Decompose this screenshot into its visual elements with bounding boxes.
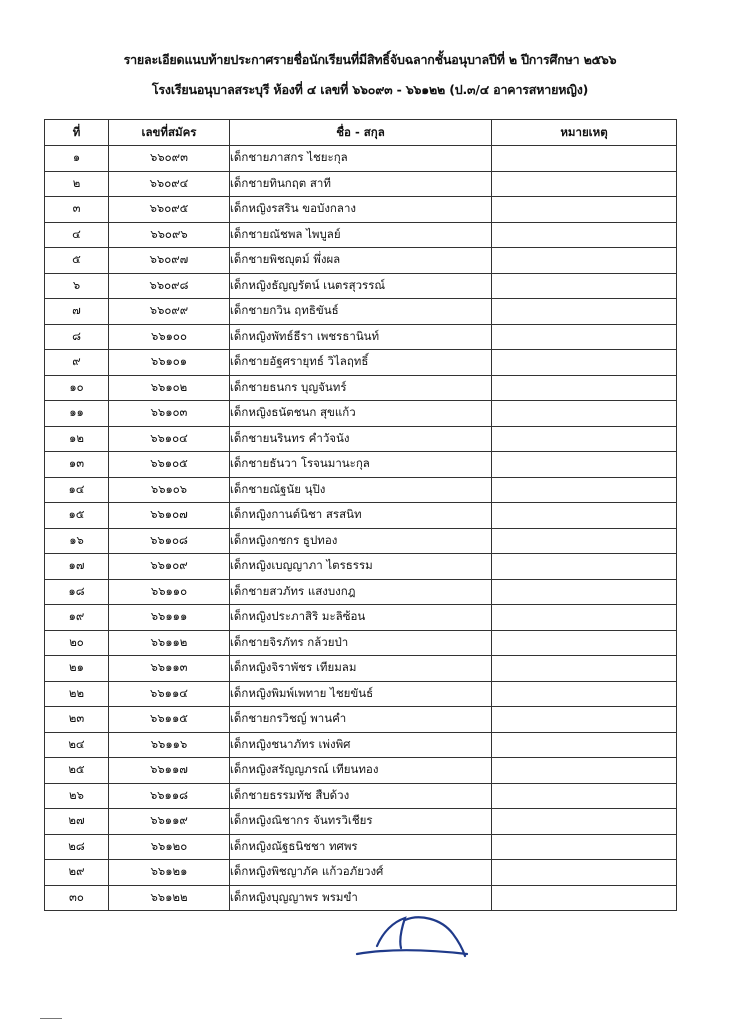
remarks-cell [492, 681, 677, 707]
application-number-cell: ๖๖๑๐๔ [109, 426, 230, 452]
application-number-cell: ๖๖๑๐๓ [109, 401, 230, 427]
application-number-cell: ๖๖๑๑๐ [109, 579, 230, 605]
student-name-cell: เด็กชายธันวา โรจนมานะกุล [230, 452, 492, 478]
row-number-cell: ๒๐ [45, 630, 109, 656]
row-number-cell: ๒๑ [45, 656, 109, 682]
row-number-cell: ๘ [45, 324, 109, 350]
table-row [45, 146, 677, 172]
student-name-cell: เด็กหญิงชนาภัทร เพ่งพิศ [230, 732, 492, 758]
table-row [45, 809, 677, 835]
remarks-cell [492, 860, 677, 886]
student-name-cell: เด็กชายนรินทร คำวัจนัง [230, 426, 492, 452]
table-row [45, 707, 677, 733]
student-name-cell: เด็กชายสวภัทร แสงบงกฎ [230, 579, 492, 605]
row-number-cell: ๑๗ [45, 554, 109, 580]
column-header-name: ชื่อ - สกุล [230, 120, 492, 146]
student-name-cell: เด็กหญิงพัทธ์ธีรา เพชรธานินท์ [230, 324, 492, 350]
remarks-cell [492, 248, 677, 274]
signature-mark [355, 908, 470, 960]
table-row [45, 528, 677, 554]
remarks-cell [492, 324, 677, 350]
table-row [45, 273, 677, 299]
remarks-cell [492, 350, 677, 376]
student-name-cell: เด็กหญิงธัญญรัตน์ เนตรสุวรรณ์ [230, 273, 492, 299]
row-number-cell: ๖ [45, 273, 109, 299]
application-number-cell: ๖๖๑๒๒ [109, 885, 230, 911]
table-row [45, 452, 677, 478]
application-number-cell: ๖๖๑๐๗ [109, 503, 230, 529]
table-row [45, 503, 677, 529]
remarks-cell [492, 758, 677, 784]
row-number-cell: ๑๒ [45, 426, 109, 452]
document-title: รายละเอียดแนบท้ายประกาศรายชื่อนักเรียนที่มีสิทธิ์จับฉลากชั้นอนุบาลปีที่ ๒ ปีการศึกษา ๒๕๖๖ [123, 52, 617, 67]
application-number-cell: ๖๖๐๙๕ [109, 197, 230, 223]
row-number-cell: ๑๔ [45, 477, 109, 503]
remarks-cell [492, 401, 677, 427]
row-number-cell: ๑๙ [45, 605, 109, 631]
row-number-cell: ๒๒ [45, 681, 109, 707]
application-number-cell: ๖๖๐๙๙ [109, 299, 230, 325]
application-number-cell: ๖๖๑๐๙ [109, 554, 230, 580]
application-number-cell: ๖๖๐๙๘ [109, 273, 230, 299]
student-name-cell: เด็กชายณัฐนัย นุปิง [230, 477, 492, 503]
remarks-cell [492, 528, 677, 554]
column-header-number: ที่ [45, 120, 109, 146]
student-name-cell: เด็กชายอัฐศรายุทธ์ วิไลฤทธิ์ [230, 350, 492, 376]
table-row [45, 605, 677, 631]
table-row [45, 299, 677, 325]
application-number-cell: ๖๖๑๑๕ [109, 707, 230, 733]
remarks-cell [492, 171, 677, 197]
column-header-application-no: เลขที่สมัคร [109, 120, 230, 146]
column-header-remarks: หมายเหตุ [492, 120, 677, 146]
remarks-cell [492, 222, 677, 248]
remarks-cell [492, 146, 677, 172]
table-row [45, 248, 677, 274]
row-number-cell: ๓ [45, 197, 109, 223]
remarks-cell [492, 809, 677, 835]
table-row [45, 579, 677, 605]
remarks-cell [492, 885, 677, 911]
application-number-cell: ๖๖๐๙๓ [109, 146, 230, 172]
table-row [45, 350, 677, 376]
student-name-cell: เด็กหญิงธนัตชนก สุขแก้ว [230, 401, 492, 427]
row-number-cell: ๑๘ [45, 579, 109, 605]
application-number-cell: ๖๖๐๙๔ [109, 171, 230, 197]
table-row [45, 681, 677, 707]
table-row [45, 656, 677, 682]
student-name-cell: เด็กหญิงพิชญาภัค แก้วอภัยวงศ์ [230, 860, 492, 886]
table-row [45, 860, 677, 886]
remarks-cell [492, 554, 677, 580]
application-number-cell: ๖๖๑๑๙ [109, 809, 230, 835]
student-name-cell: เด็กหญิงกชกร ธูปทอง [230, 528, 492, 554]
row-number-cell: ๑๓ [45, 452, 109, 478]
row-number-cell: ๒๖ [45, 783, 109, 809]
application-number-cell: ๖๖๑๑๑ [109, 605, 230, 631]
row-number-cell: ๗ [45, 299, 109, 325]
student-name-cell: เด็กหญิงรสริน ขอบังกลาง [230, 197, 492, 223]
row-number-cell: ๑ [45, 146, 109, 172]
application-number-cell: ๖๖๐๙๖ [109, 222, 230, 248]
table-row [45, 401, 677, 427]
application-number-cell: ๖๖๑๑๘ [109, 783, 230, 809]
row-number-cell: ๑๐ [45, 375, 109, 401]
student-name-cell: เด็กชายธนกร บุญจันทร์ [230, 375, 492, 401]
application-number-cell: ๖๖๑๐๑ [109, 350, 230, 376]
application-number-cell: ๖๖๑๑๒ [109, 630, 230, 656]
remarks-cell [492, 707, 677, 733]
table-row [45, 758, 677, 784]
remarks-cell [492, 273, 677, 299]
remarks-cell [492, 783, 677, 809]
student-name-cell: เด็กหญิงเบญญาภา ไตรธรรม [230, 554, 492, 580]
row-number-cell: ๒๓ [45, 707, 109, 733]
student-name-cell: เด็กชายพิชญุตม์ พึ่งผล [230, 248, 492, 274]
table-row [45, 171, 677, 197]
application-number-cell: ๖๖๑๐๐ [109, 324, 230, 350]
table-row [45, 834, 677, 860]
row-number-cell: ๒๔ [45, 732, 109, 758]
application-number-cell: ๖๖๑๐๖ [109, 477, 230, 503]
student-name-cell: เด็กชายธรรมทัช สืบด้วง [230, 783, 492, 809]
student-name-cell: เด็กชายกวิน ฤทธิขันธ์ [230, 299, 492, 325]
row-number-cell: ๑๑ [45, 401, 109, 427]
student-name-cell: เด็กชายกรวิชญ์ พานคำ [230, 707, 492, 733]
table-row [45, 630, 677, 656]
application-number-cell: ๖๖๑๑๓ [109, 656, 230, 682]
row-number-cell: ๒๙ [45, 860, 109, 886]
application-number-cell: ๖๖๑๑๖ [109, 732, 230, 758]
application-number-cell: ๖๖๑๒๐ [109, 834, 230, 860]
row-number-cell: ๕ [45, 248, 109, 274]
student-name-cell: เด็กหญิงณัฐธนิชชา ทศพร [230, 834, 492, 860]
table-row [45, 477, 677, 503]
page-mark [40, 1018, 62, 1019]
application-number-cell: ๖๖๑๐๘ [109, 528, 230, 554]
table-row [45, 783, 677, 809]
remarks-cell [492, 834, 677, 860]
application-number-cell: ๖๖๑๑๗ [109, 758, 230, 784]
table-row [45, 375, 677, 401]
remarks-cell [492, 605, 677, 631]
table-row [45, 222, 677, 248]
application-number-cell: ๖๖๑๐๒ [109, 375, 230, 401]
row-number-cell: ๓๐ [45, 885, 109, 911]
application-number-cell: ๖๖๑๐๕ [109, 452, 230, 478]
table-row [45, 885, 677, 911]
student-name-cell: เด็กหญิงณิชากร จันทรวิเชียร [230, 809, 492, 835]
remarks-cell [492, 197, 677, 223]
student-name-cell: เด็กหญิงกานต์นิชา สรสนิท [230, 503, 492, 529]
remarks-cell [492, 630, 677, 656]
student-name-cell: เด็กหญิงสรัญญภรณ์ เทียนทอง [230, 758, 492, 784]
row-number-cell: ๙ [45, 350, 109, 376]
application-number-cell: ๖๖๐๙๗ [109, 248, 230, 274]
student-table [44, 119, 677, 911]
table-body [45, 146, 677, 911]
student-name-cell: เด็กหญิงจิราพัชร เทียมลม [230, 656, 492, 682]
student-name-cell: เด็กชายทินกฤต สาที [230, 171, 492, 197]
application-number-cell: ๖๖๑๒๑ [109, 860, 230, 886]
remarks-cell [492, 426, 677, 452]
remarks-cell [492, 732, 677, 758]
table-header-row [45, 120, 677, 146]
remarks-cell [492, 477, 677, 503]
student-name-cell: เด็กชายจิรภัทร กล้วยป่า [230, 630, 492, 656]
student-name-cell: เด็กหญิงบุญญาพร พรมขำ [230, 885, 492, 911]
row-number-cell: ๒๘ [45, 834, 109, 860]
table-row [45, 554, 677, 580]
row-number-cell: ๒ [45, 171, 109, 197]
remarks-cell [492, 452, 677, 478]
document-subtitle: โรงเรียนอนุบาลสระบุรี ห้องที่ ๔ เลขที่ ๖๖๐๙๓ - ๖๖๑๒๒ (ป.๓/๔ อาคารสหายหญิง) [151, 82, 589, 97]
remarks-cell [492, 579, 677, 605]
student-name-cell: เด็กหญิงประภาสิริ มะลิซ้อน [230, 605, 492, 631]
remarks-cell [492, 503, 677, 529]
table-row [45, 426, 677, 452]
table-row [45, 324, 677, 350]
row-number-cell: ๒๕ [45, 758, 109, 784]
table-row [45, 197, 677, 223]
remarks-cell [492, 299, 677, 325]
student-name-cell: เด็กชายณัชพล ไพบูลย์ [230, 222, 492, 248]
row-number-cell: ๑๕ [45, 503, 109, 529]
row-number-cell: ๑๖ [45, 528, 109, 554]
remarks-cell [492, 375, 677, 401]
table-row [45, 732, 677, 758]
application-number-cell: ๖๖๑๑๔ [109, 681, 230, 707]
student-name-cell: เด็กชายภาสกร ไชยะกุล [230, 146, 492, 172]
row-number-cell: ๒๗ [45, 809, 109, 835]
row-number-cell: ๔ [45, 222, 109, 248]
remarks-cell [492, 656, 677, 682]
student-name-cell: เด็กหญิงพิมพ์เพทาย ไชยขันธ์ [230, 681, 492, 707]
